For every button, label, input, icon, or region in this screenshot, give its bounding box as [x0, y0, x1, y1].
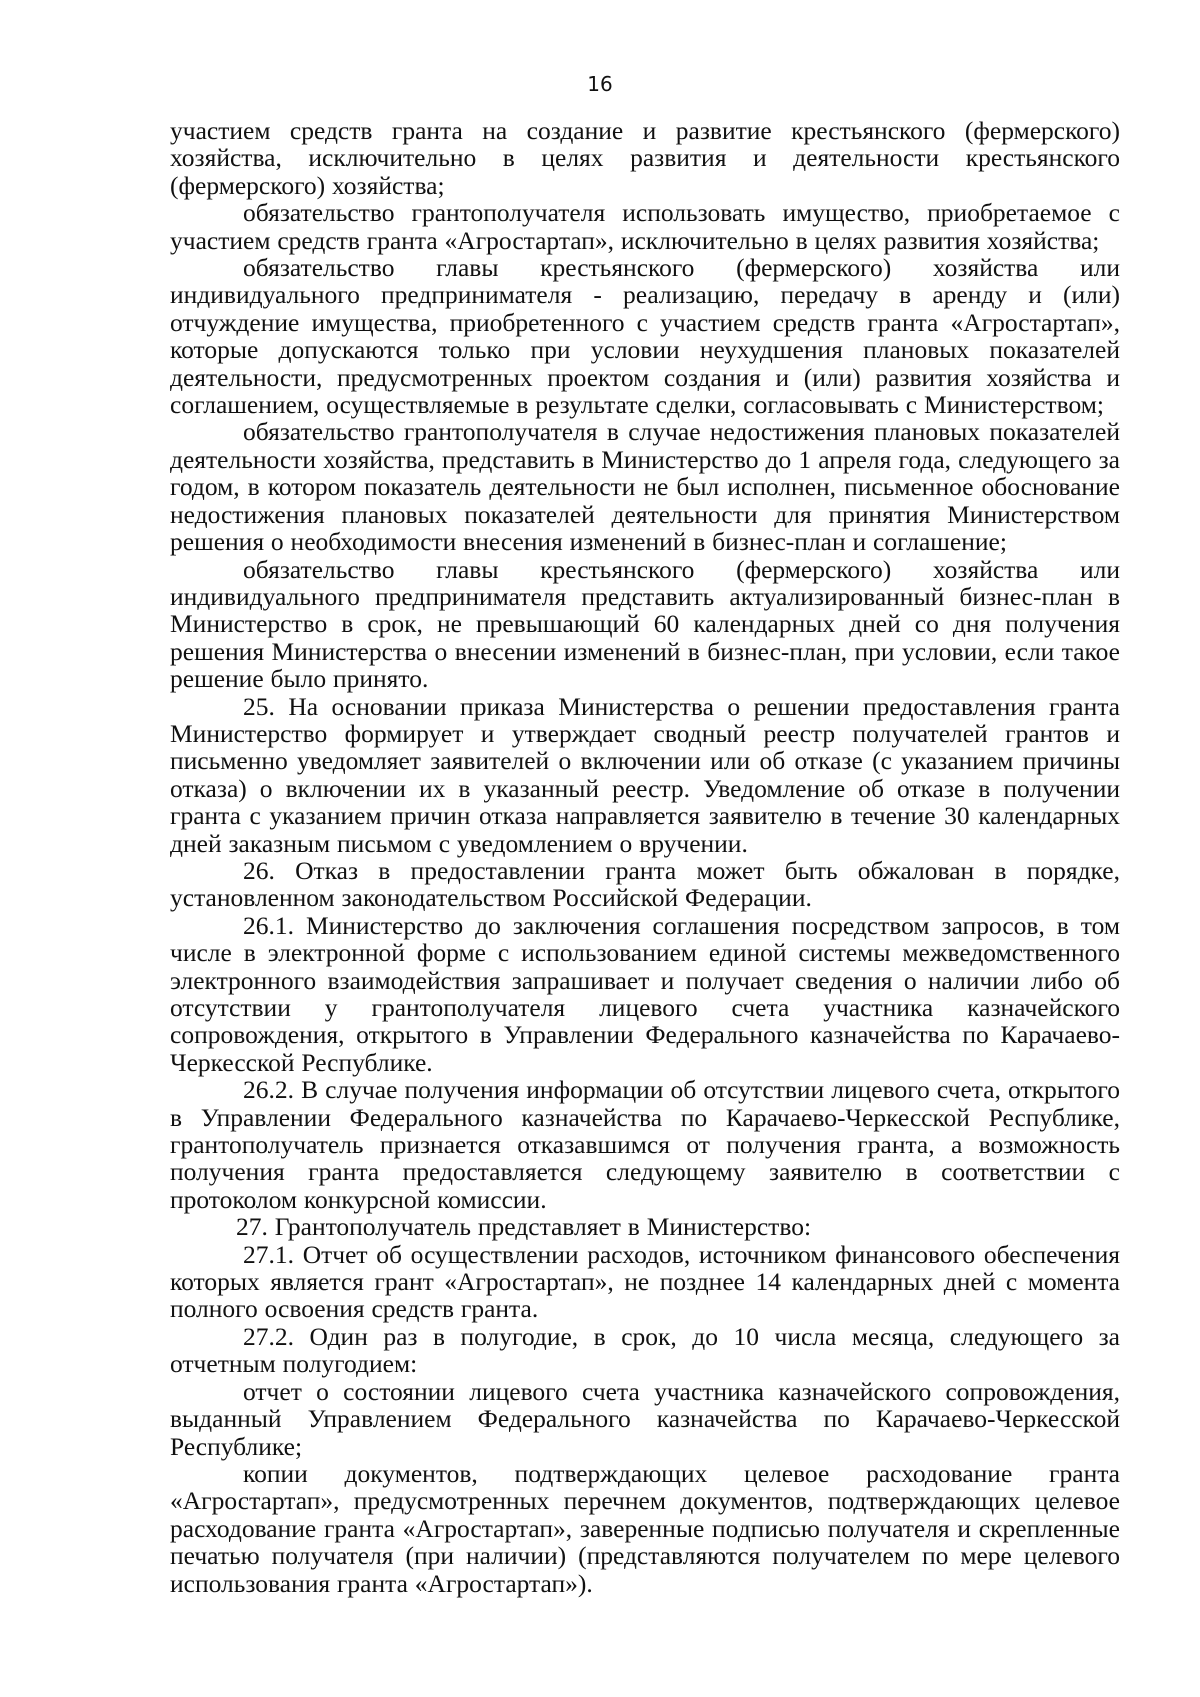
paragraph-report-account: отчет о состоянии лицевого счета участника казначейского сопровождения, выданный Управлением Федерального казначейства по Карачаево-Черкесской Республике; [170, 1376, 1120, 1461]
paragraph-document-copies: копии документов, подтверждающих целевое расходование гранта «Агростартап», предусмотренных перечнем документов, подтверждающих целевое расходование гранта «Агростартап», заверенные подписью получателя и скрепленные печатью получателя (при наличии) (представляются получателем по мере целевого использования гранта «Агростартап»). [170, 1458, 1120, 1598]
paragraph-obligation-sale-lease: обязательство главы крестьянского (фермерского) хозяйства или индивидуального предпринимателя - реализацию, передачу в аренду и (или) отчуждение имущества, приобретенного с участием средств гранта «Агростартап», которые допускаются только при условии неухудшения плановых показателей деятельности, предусмотренных проектом создания и (или) развития хозяйства и соглашением, осуществляемые в результате сделки, согласовывать с Министерством; [170, 253, 1120, 420]
paragraph-obligation-business-plan: обязательство главы крестьянского (фермерского) хозяйства или индивидуального предпринимателя представить актуализированный бизнес-план в Министерство в срок, не превышающий 60 календарных дней со дня получения решения Министерства о внесении изменений в бизнес-план, при условии, если такое решение было принято. [170, 554, 1120, 694]
paragraph-26-1: 26.1. Министерство до заключения соглашения посредством запросов, в том числе в электронной форме с использованием единой системы межведомственного электронного взаимодействия запрашивает и получает сведения о наличии либо об отсутствии у грантополучателя лицевого счета участника казначейского сопровождения, открытого в Управлении Федерального казначейства по Карачаево-Черкесской Республике. [170, 910, 1120, 1077]
paragraph-obligation-indicators: обязательство грантополучателя в случае недостижения плановых показателей деятельности хозяйства, представить в Министерство до 1 апреля года, следующего за годом, в котором показатель деятельности не был исполнен, письменное обоснование недостижения плановых показателей деятельности для принятия Министерством решения о необходимости внесения изменений в бизнес-план и соглашение; [170, 417, 1120, 557]
document-body [170, 117, 1120, 1597]
page-number: 16 [587, 72, 613, 96]
paragraph-25: 25. На основании приказа Министерства о решении предоставления гранта Министерство формирует и утверждает сводный реестр получателей грантов и письменно уведомляет заявителей о включении или об отказе (с указанием причины отказа) о включении их в указанный реестр. Уведомление об отказе в получении гранта с указанием причин отказа направляется заявителю в течение 30 календарных дней заказным письмом с уведомлением о вручении. [170, 691, 1120, 858]
paragraph-27: 27. Грантополучатель представляет в Министерство: [236, 1212, 812, 1242]
paragraph-26-2: 26.2. В случае получения информации об отсутствии лицевого счета, открытого в Управлении Федерального казначейства по Карачаево-Черкесской Республике, грантополучатель признается отказавшимся от получения гранта, а возможность получения гранта предоставляется следующему заявителю в соответствии с протоколом конкурсной комиссии. [170, 1075, 1120, 1214]
paragraph-27-1: 27.1. Отчет об осуществлении расходов, источником финансового обеспечения которых является грант «Агростартап», не позднее 14 календарных дней с момента полного освоения средств гранта. [170, 1239, 1120, 1324]
paragraph-27-2: 27.2. Один раз в полугодие, в срок, до 10 числа месяца, следующего за отчетным полугодием: [170, 1321, 1120, 1379]
paragraph-continuation: участием средств гранта на создание и развитие крестьянского (фермерского) хозяйства, исключительно в целях развития и деятельности крестьянского (фермерского) хозяйства; [170, 116, 1120, 200]
paragraph-obligation-use-property: обязательство грантополучателя использовать имущество, приобретаемое с участием средств гранта «Агростартап», исключительно в целях развития хозяйства; [170, 198, 1120, 255]
paragraph-26: 26. Отказ в предоставлении гранта может быть обжалован в порядке, установленном законодательством Российской Федерации. [170, 855, 1120, 913]
